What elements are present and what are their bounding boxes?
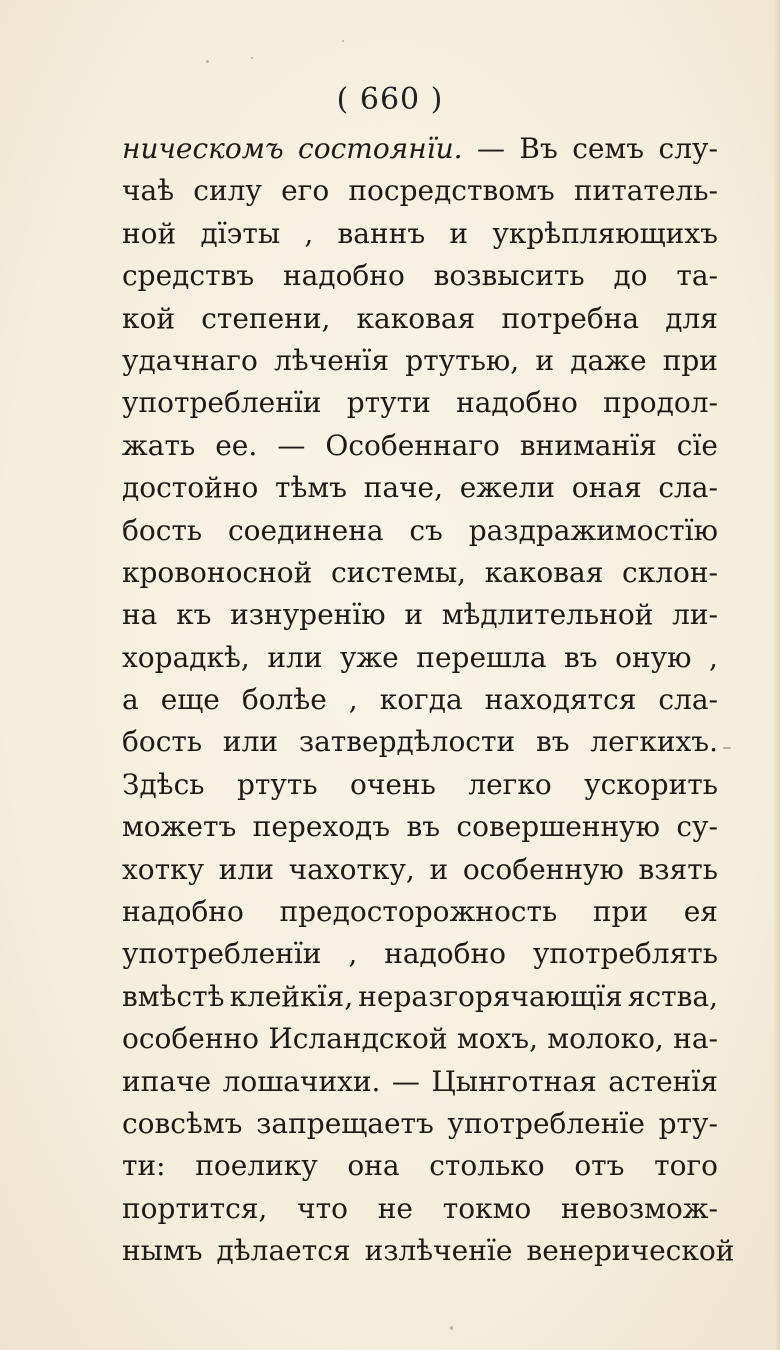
text-word: употребленїи — [122, 386, 322, 420]
text-line — [122, 510, 718, 552]
paper-speck — [342, 40, 344, 42]
text-word: Цынготная — [431, 1064, 597, 1098]
text-word: запрещаетъ — [256, 1106, 434, 1140]
text-line — [122, 764, 718, 806]
text-word: излѣченїе — [364, 1234, 513, 1268]
text-word: при — [592, 895, 649, 929]
text-word: ваннъ — [337, 216, 426, 250]
text-word: ной — [122, 216, 177, 250]
text-word: дїэты — [200, 216, 281, 250]
text-word: надобно — [122, 895, 244, 929]
text-word: и — [535, 343, 555, 377]
text-word: раздражимостїю — [468, 513, 718, 547]
text-word: и — [449, 216, 469, 250]
text-word: или — [267, 640, 323, 674]
text-word: та- — [676, 259, 718, 293]
text-word: чахотку, — [288, 852, 415, 886]
text-word: Въ — [519, 132, 558, 165]
text-word: Особеннаго — [325, 428, 500, 462]
text-word: рту- — [658, 1106, 718, 1140]
text-word: уже — [339, 640, 399, 674]
text-line — [122, 721, 718, 763]
text-word: мохъ, — [456, 1022, 538, 1056]
text-line — [122, 1230, 735, 1272]
text-line — [122, 594, 718, 636]
text-word: сла- — [658, 471, 718, 505]
text-word: достойно — [122, 471, 259, 505]
text-word: легкихъ. — [590, 725, 718, 759]
text-line — [122, 255, 718, 297]
text-word: вмѣстѣ — [122, 979, 225, 1013]
text-line — [122, 849, 718, 891]
text-word: что — [297, 1191, 348, 1225]
text-word: кой — [122, 301, 176, 335]
text-word: или — [222, 725, 279, 759]
text-word: паче, — [363, 471, 443, 505]
text-word: продол- — [603, 386, 718, 420]
text-word: она — [347, 1149, 400, 1183]
text-word: ускорить — [584, 767, 718, 801]
text-line — [122, 552, 718, 594]
text-word: совершенную — [456, 810, 660, 844]
text-line — [122, 891, 718, 933]
text-word: жать — [122, 428, 196, 462]
text-word: — — [476, 132, 505, 165]
text-word: сла- — [658, 683, 718, 717]
text-word: чаѣ — [122, 174, 175, 208]
text-word: су- — [676, 810, 718, 844]
text-word: хотку — [122, 852, 205, 886]
text-word: укрѣпляющихъ — [492, 216, 718, 250]
text-word: состоянїи. — [298, 132, 463, 165]
paper-speck — [723, 747, 731, 749]
text-word: потребна — [501, 301, 640, 335]
text-line — [122, 170, 718, 212]
text-word: взять — [638, 852, 718, 886]
text-word: даже — [570, 343, 647, 377]
text-word: ежели — [459, 471, 556, 505]
text-word: употребленїе — [447, 1106, 645, 1140]
text-word: къ — [176, 598, 212, 632]
text-word: — — [277, 428, 306, 462]
text-word: возвысить — [433, 259, 585, 293]
text-line — [122, 340, 718, 382]
text-line — [122, 425, 718, 467]
text-word: надобно — [456, 386, 578, 420]
text-word: оная — [571, 471, 642, 505]
text-word: и — [429, 852, 449, 886]
text-word: совсѣмъ — [122, 1106, 243, 1140]
body-text — [122, 128, 735, 1273]
text-word: ртутью, — [405, 343, 520, 377]
text-word: средствъ — [122, 259, 255, 293]
text-word: на — [122, 598, 158, 632]
text-word: соединена — [227, 513, 384, 547]
text-word: до — [613, 259, 648, 293]
text-word: и — [404, 598, 424, 632]
text-word: особенно — [122, 1022, 260, 1056]
page-number: ( 660 ) — [336, 82, 444, 117]
text-word: ртуть — [236, 767, 318, 801]
text-word: портится, — [122, 1191, 268, 1225]
text-word: переходъ — [252, 810, 391, 844]
text-line — [122, 298, 718, 340]
text-word: затвердѣлости — [298, 725, 516, 759]
text-word: каковая — [484, 555, 604, 589]
text-word: предосторожность — [279, 895, 558, 929]
text-word: съ — [409, 513, 443, 547]
text-word: невозмож- — [560, 1191, 718, 1225]
text-word: легко — [468, 767, 552, 801]
text-word: слу- — [658, 132, 718, 165]
text-word: его — [281, 174, 330, 208]
text-word: питатель- — [573, 174, 718, 208]
text-word: на- — [673, 1022, 718, 1056]
text-word: очень — [350, 767, 436, 801]
paper-speck — [251, 57, 253, 59]
text-word: бость — [122, 725, 203, 759]
text-word: венерической — [526, 1234, 735, 1268]
text-word: ли- — [672, 598, 718, 632]
text-word: , — [709, 640, 718, 674]
text-word: можетъ — [122, 810, 237, 844]
text-word: , — [348, 683, 358, 717]
text-word: отъ — [574, 1149, 625, 1183]
text-word: хорадкѣ, — [122, 640, 250, 674]
text-word: въ — [535, 725, 570, 759]
text-word: поелику — [195, 1149, 318, 1183]
text-word: надобно — [282, 259, 405, 293]
text-line — [122, 637, 718, 679]
text-line — [122, 1103, 718, 1145]
text-word: лошачихи. — [222, 1064, 381, 1098]
text-line — [122, 382, 718, 424]
text-word: изнуренїю — [230, 598, 386, 632]
text-word: силу — [193, 174, 262, 208]
text-line — [122, 976, 718, 1018]
text-line — [122, 1145, 718, 1187]
text-word: того — [654, 1149, 718, 1183]
text-word: посредствомъ — [348, 174, 555, 208]
text-word: склон- — [622, 555, 718, 589]
text-word: Здѣсь — [122, 767, 205, 801]
text-word: оную — [615, 640, 692, 674]
text-line — [122, 213, 718, 255]
page-edge — [774, 0, 780, 1350]
text-word: надобно — [384, 937, 507, 971]
text-word: а — [122, 683, 139, 717]
text-word: еще — [160, 683, 220, 717]
text-line — [122, 467, 718, 509]
text-word: находятся — [484, 683, 637, 717]
text-word: столько — [429, 1149, 545, 1183]
text-word: для — [665, 301, 718, 335]
text-word: кровоносной — [122, 555, 313, 589]
text-word: при — [662, 343, 718, 377]
text-word: сїе — [676, 428, 718, 462]
text-word: перешла — [416, 640, 547, 674]
text-word: ртути — [346, 386, 431, 420]
text-word: астенїя — [608, 1064, 718, 1098]
text-word: удачнаго — [122, 343, 258, 377]
text-word: вниманїя — [519, 428, 657, 462]
text-word: нымъ — [122, 1234, 203, 1268]
text-line — [122, 1018, 718, 1060]
text-word: употреблять — [532, 937, 718, 971]
text-word: — — [391, 1064, 420, 1098]
text-word: ипаче — [122, 1064, 212, 1098]
text-line — [122, 933, 718, 975]
text-word: въ — [564, 640, 598, 674]
text-line — [122, 1061, 718, 1103]
text-word: ее. — [215, 428, 258, 462]
text-word: употребленїи — [122, 937, 322, 971]
text-word: или — [218, 852, 274, 886]
text-word: тѣмъ — [275, 471, 347, 505]
text-word: Исландской — [268, 1022, 448, 1056]
paper-speck — [450, 1326, 453, 1330]
text-word: неразгорячающїя — [358, 979, 623, 1013]
text-word: , — [304, 216, 314, 250]
text-word: каковая — [356, 301, 476, 335]
text-line — [122, 1188, 718, 1230]
text-word: когда — [379, 683, 463, 717]
text-word: яства, — [627, 979, 718, 1013]
text-word: лѣченїя — [274, 343, 390, 377]
paper-speck — [206, 60, 209, 63]
text-word: степени, — [201, 301, 331, 335]
text-word: семъ — [572, 132, 645, 165]
text-word: ническомъ — [122, 132, 284, 165]
text-line — [122, 679, 718, 721]
text-word: болѣе — [241, 683, 327, 717]
text-word: особенную — [462, 852, 624, 886]
text-word: бость — [122, 513, 203, 547]
text-word: клейкїя, — [229, 979, 354, 1013]
text-word: въ — [406, 810, 441, 844]
text-word: мѣдлительной — [441, 598, 654, 632]
text-word: не — [377, 1191, 413, 1225]
text-word: токмо — [442, 1191, 532, 1225]
text-word: дѣлается — [216, 1234, 351, 1268]
text-word: системы, — [330, 555, 467, 589]
text-line — [122, 806, 718, 848]
text-word: молоко, — [547, 1022, 664, 1056]
text-word: , — [348, 937, 358, 971]
text-line — [122, 128, 718, 170]
text-word: ти: — [122, 1149, 166, 1183]
text-word: ея — [683, 895, 718, 929]
